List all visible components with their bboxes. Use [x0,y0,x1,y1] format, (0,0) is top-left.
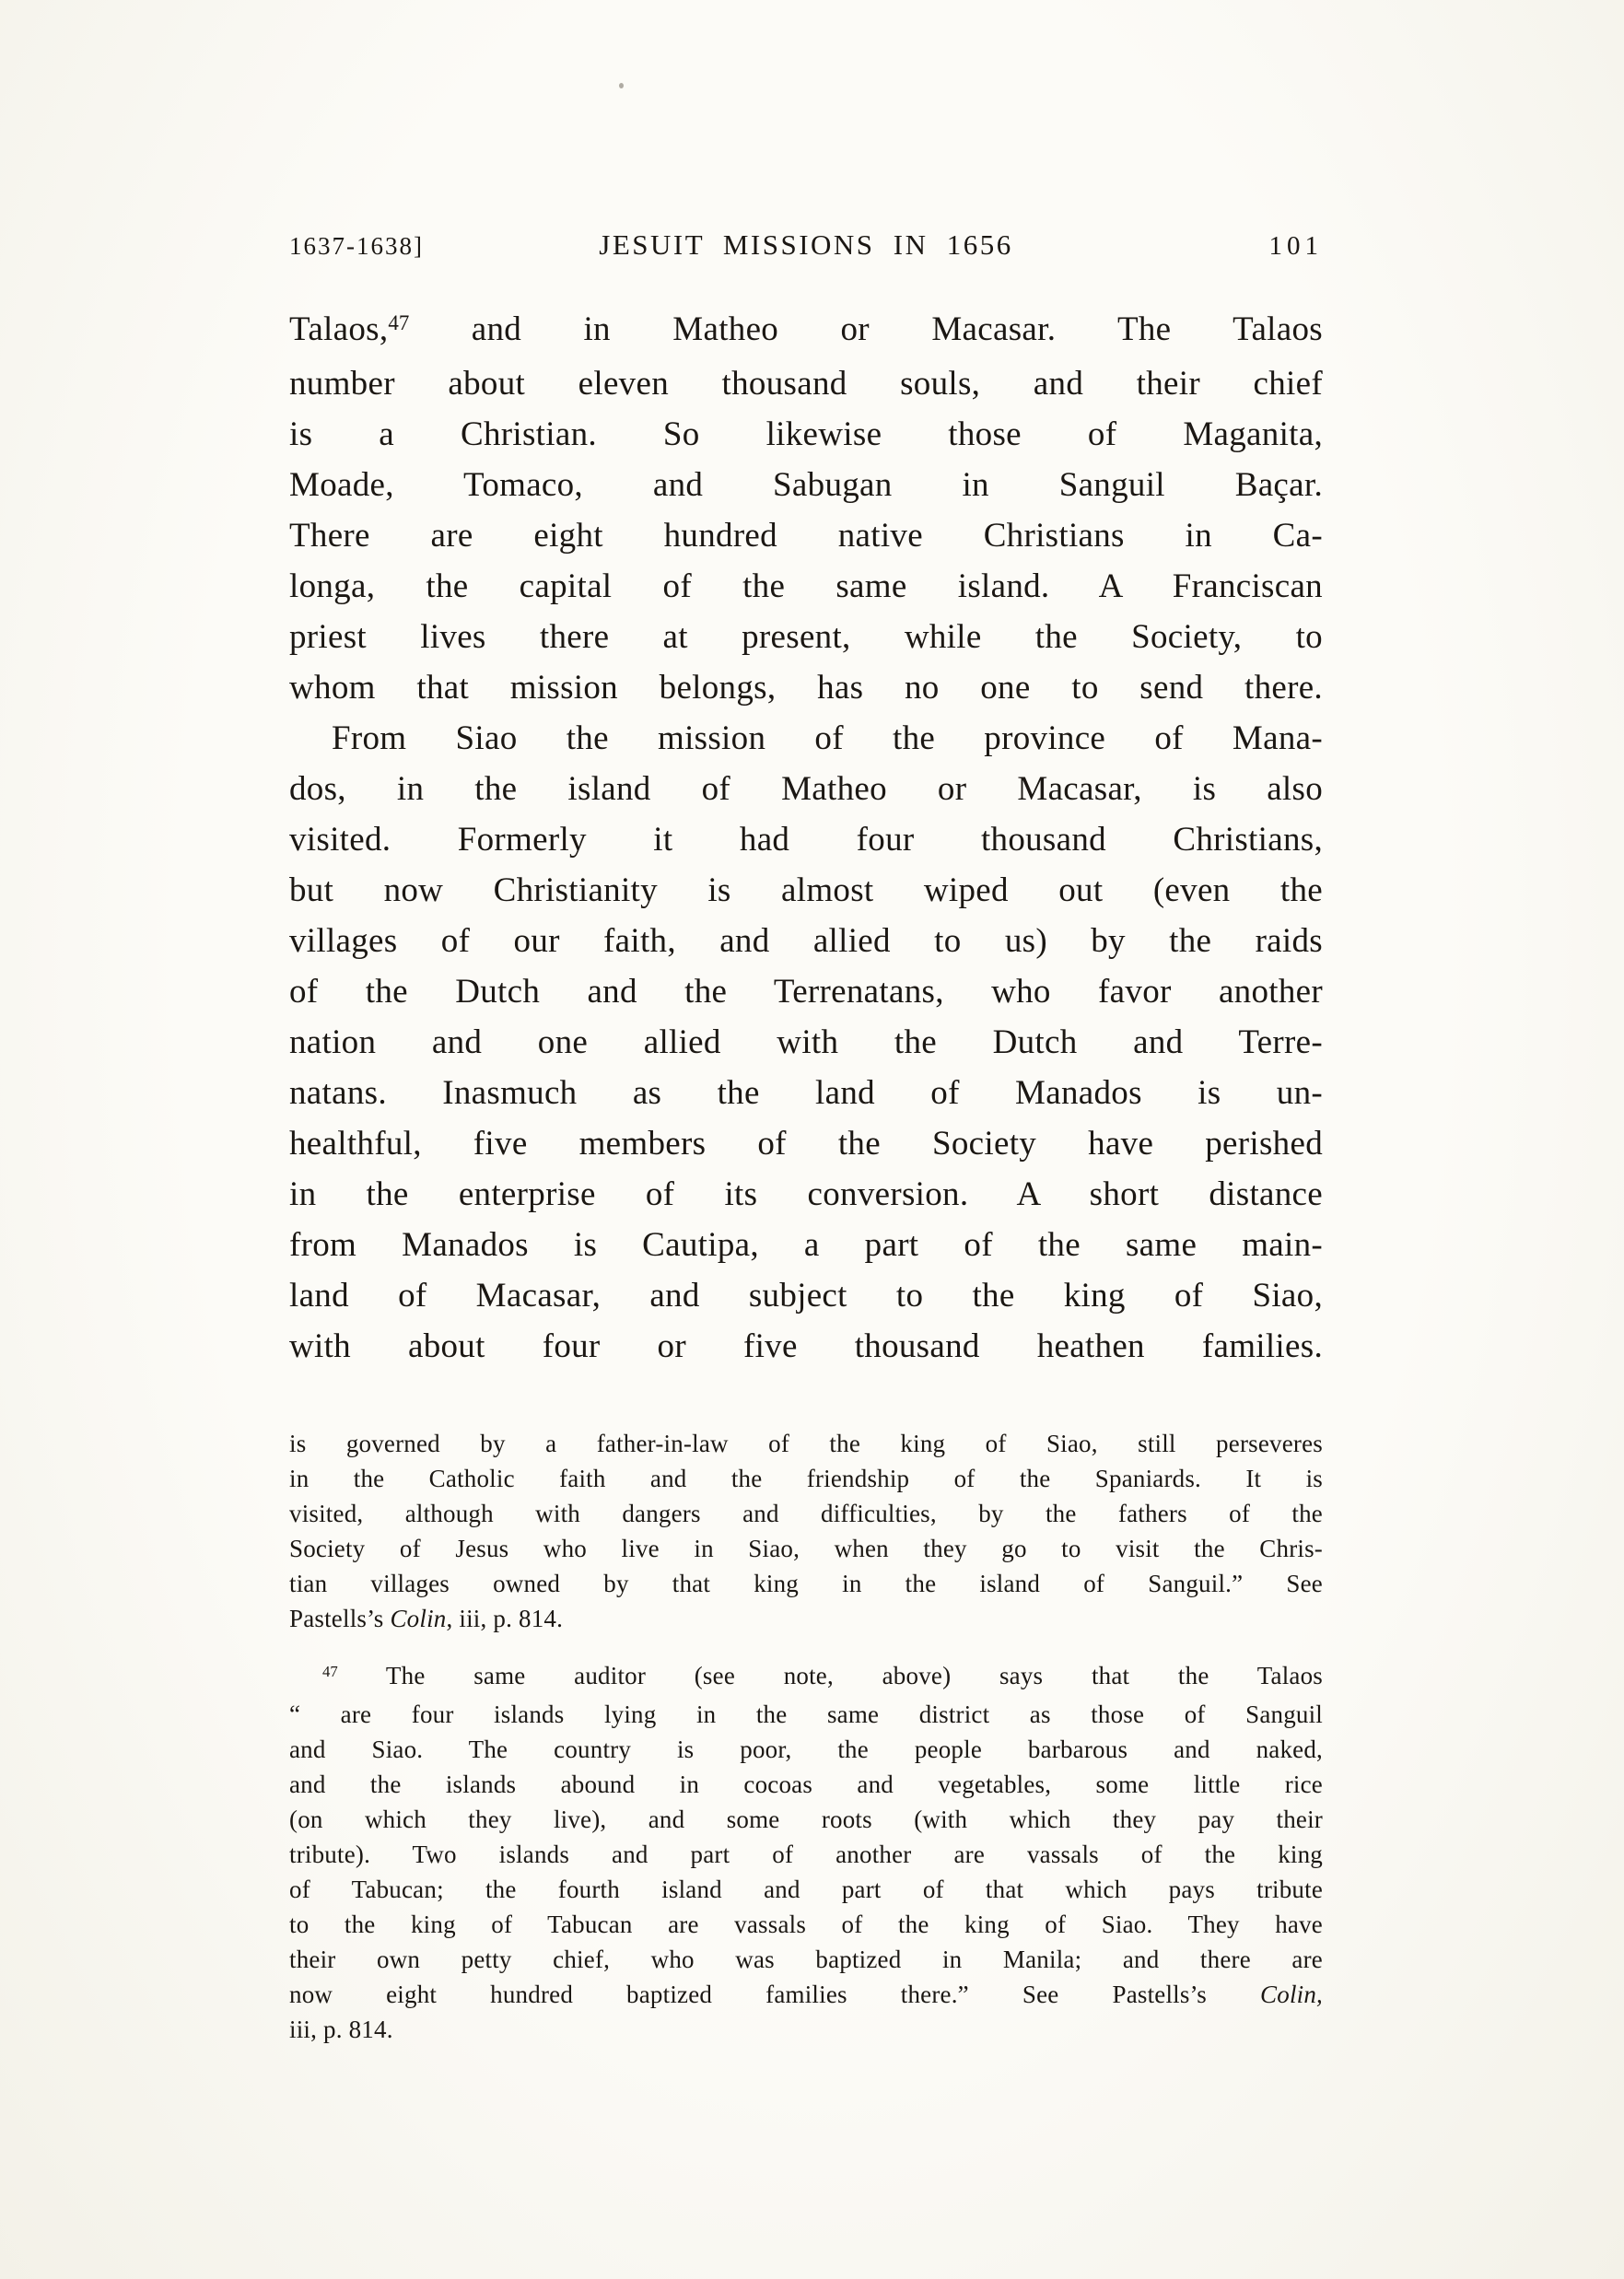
text-line: in the Catholic faith and the friendship of the Spaniards. It is [289,1465,1323,1492]
text-line: and the islands abound in cocoas and vegetables, some little rice [289,1771,1323,1798]
text-line: (on which they live), and some roots (with which they pay their [289,1806,1323,1833]
text-line: There are eight hundred native Christians in Ca- [289,517,1323,555]
text-line: number about eleven thousand souls, and their chief [289,365,1323,403]
text-line: From Siao the mission of the province of Mana- [332,719,1323,757]
text-line: to the king of Tabucan are vassals of the king of Siao. They have [289,1911,1323,1938]
scan-speck [619,83,624,88]
text-line: is a Christian. So likewise those of Maganita, [289,415,1323,453]
text-line: with about four or five thousand heathen families. [289,1327,1323,1365]
text-line: Society of Jesus who live in Siao, when they go to visit the Chris- [289,1535,1323,1562]
text-line: Pastells’s Colin, iii, p. 814. [289,1605,564,1632]
text-line: tian villages owned by that king in the island of Sanguil.” See [289,1570,1323,1597]
paragraph-talaos [289,304,1323,713]
text-line: visited. Formerly it had four thousand Christians, [289,821,1323,859]
footnotes [289,1426,1323,2047]
text-line: of the Dutch and the Terrenatans, who favor another [289,973,1323,1011]
text-line: land of Macasar, and subject to the king of Siao, [289,1277,1323,1315]
text-line: villages of our faith, and allied to us) by the raids [289,922,1323,960]
text-line: in the enterprise of its conversion. A short distance [289,1175,1323,1213]
text-line: of Tabucan; the fourth island and part of that which pays tribute [289,1876,1323,1903]
header-date-range: 1637-1638] [289,232,424,260]
text-line: iii, p. 814. [289,2016,393,2043]
text-line: longa, the capital of the same island. A Franciscan [289,567,1323,605]
text-line: healthful, five members of the Society have perished [289,1125,1323,1163]
footnote-47 [289,1658,1323,2047]
footnote-continuation [289,1426,1323,1636]
text-line: $^{47}$ The same auditor (see note, above) says that the Talaos [322,1662,1323,1689]
text-line: and Siao. The country is poor, the people barbarous and naked, [289,1736,1323,1763]
text-line: whom that mission belongs, has no one to send there. [289,669,1323,707]
text-line: is governed by a father-in-law of the king of Siao, still perseveres [289,1430,1323,1457]
text-line: dos, in the island of Matheo or Macasar, is also [289,770,1323,808]
text-line: tribute). Two islands and part of another are vassals of the king [289,1841,1323,1868]
header-page-number: 101 [1268,231,1323,261]
text-line: Moade, Tomaco, and Sabugan in Sanguil Baçar. [289,466,1323,504]
text-line: but now Christianity is almost wiped out (even the [289,871,1323,909]
text-line: from Manados is Cautipa, a part of the same main- [289,1226,1323,1264]
body-text [289,304,1323,1372]
text-line: now eight hundred baptized families there.” See Pastells’s Colin, [289,1981,1323,2008]
text-line: their own petty chief, who was baptized in Manila; and there are [289,1946,1323,1973]
header-title: JESUIT MISSIONS IN 1656 [599,228,1013,261]
text-line: “ are four islands lying in the same district as those of Sanguil [289,1700,1323,1728]
paragraph-siao-mission [289,713,1323,1372]
text-line: natans. Inasmuch as the land of Manados is un- [289,1074,1323,1112]
text-line: Talaos,$^{47}$ and in Matheo or Macasar. The Talaos [289,310,1323,348]
text-line: visited, although with dangers and difficulties, by the fathers of the [289,1500,1323,1527]
text-line: priest lives there at present, while the Society, to [289,618,1323,656]
page-header [289,228,1323,262]
text-line: nation and one allied with the Dutch and Terre- [289,1023,1323,1061]
